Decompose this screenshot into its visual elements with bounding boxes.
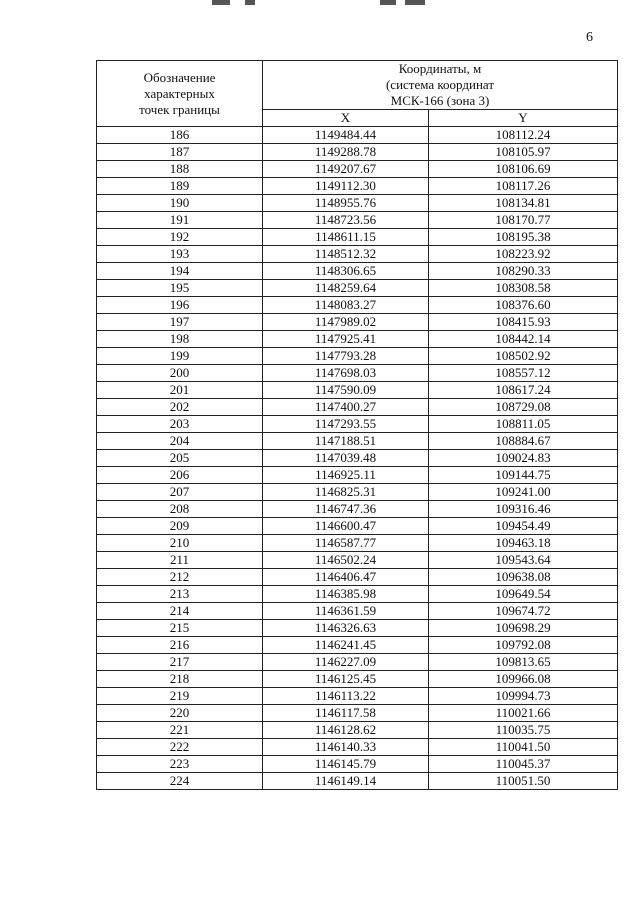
table-row xyxy=(97,433,618,450)
point-number-cell: 189 xyxy=(97,178,263,195)
x-coordinate-cell: 1146117.58 xyxy=(263,705,429,722)
x-coordinate-cell: 1146747.36 xyxy=(263,501,429,518)
table-row xyxy=(97,127,618,144)
y-coordinate-cell: 108195.38 xyxy=(429,229,618,246)
point-number-cell: 188 xyxy=(97,161,263,178)
table-row xyxy=(97,586,618,603)
point-number-cell: 191 xyxy=(97,212,263,229)
point-number-cell: 186 xyxy=(97,127,263,144)
scan-mark xyxy=(212,0,230,5)
y-coordinate-cell: 108170.77 xyxy=(429,212,618,229)
y-coordinate-cell: 108376.60 xyxy=(429,297,618,314)
x-coordinate-cell: 1146502.24 xyxy=(263,552,429,569)
table-row xyxy=(97,756,618,773)
table-row xyxy=(97,331,618,348)
y-coordinate-cell: 109813.65 xyxy=(429,654,618,671)
table-row xyxy=(97,263,618,280)
table-row xyxy=(97,195,618,212)
point-number-cell: 195 xyxy=(97,280,263,297)
point-number-cell: 211 xyxy=(97,552,263,569)
table-row xyxy=(97,603,618,620)
point-number-cell: 204 xyxy=(97,433,263,450)
table-row xyxy=(97,569,618,586)
header-y: Y xyxy=(429,110,618,127)
y-coordinate-cell: 110035.75 xyxy=(429,722,618,739)
x-coordinate-cell: 1146227.09 xyxy=(263,654,429,671)
header-coords-line: Координаты, м xyxy=(398,61,482,76)
y-coordinate-cell: 110021.66 xyxy=(429,705,618,722)
point-number-cell: 190 xyxy=(97,195,263,212)
y-coordinate-cell: 108106.69 xyxy=(429,161,618,178)
point-number-cell: 193 xyxy=(97,246,263,263)
x-coordinate-cell: 1146600.47 xyxy=(263,518,429,535)
y-coordinate-cell: 109674.72 xyxy=(429,603,618,620)
x-coordinate-cell: 1148611.15 xyxy=(263,229,429,246)
table-row xyxy=(97,688,618,705)
x-coordinate-cell: 1146326.63 xyxy=(263,620,429,637)
x-coordinate-cell: 1147293.55 xyxy=(263,416,429,433)
x-coordinate-cell: 1148955.76 xyxy=(263,195,429,212)
x-coordinate-cell: 1149207.67 xyxy=(263,161,429,178)
coordinates-table-body xyxy=(97,127,618,790)
y-coordinate-cell: 108415.93 xyxy=(429,314,618,331)
table-row xyxy=(97,365,618,382)
table-row xyxy=(97,382,618,399)
x-coordinate-cell: 1147400.27 xyxy=(263,399,429,416)
point-number-cell: 215 xyxy=(97,620,263,637)
table-row xyxy=(97,297,618,314)
point-number-cell: 203 xyxy=(97,416,263,433)
x-coordinate-cell: 1146113.22 xyxy=(263,688,429,705)
x-coordinate-cell: 1146825.31 xyxy=(263,484,429,501)
y-coordinate-cell: 108811.05 xyxy=(429,416,618,433)
header-point-line: характерных xyxy=(144,85,215,101)
table-row xyxy=(97,229,618,246)
point-number-cell: 205 xyxy=(97,450,263,467)
header-coordinates xyxy=(263,61,618,110)
y-coordinate-cell: 109543.64 xyxy=(429,552,618,569)
x-coordinate-cell: 1147793.28 xyxy=(263,348,429,365)
header-point-line: точек границы xyxy=(139,101,220,117)
y-coordinate-cell: 108112.24 xyxy=(429,127,618,144)
x-coordinate-cell: 1146145.79 xyxy=(263,756,429,773)
table-row xyxy=(97,450,618,467)
y-coordinate-cell: 108884.67 xyxy=(429,433,618,450)
y-coordinate-cell: 109463.18 xyxy=(429,535,618,552)
x-coordinate-cell: 1146925.11 xyxy=(263,467,429,484)
table-row xyxy=(97,518,618,535)
y-coordinate-cell: 110041.50 xyxy=(429,739,618,756)
y-coordinate-cell: 108105.97 xyxy=(429,144,618,161)
table-row xyxy=(97,416,618,433)
y-coordinate-cell: 108442.14 xyxy=(429,331,618,348)
x-coordinate-cell: 1148306.65 xyxy=(263,263,429,280)
point-number-cell: 223 xyxy=(97,756,263,773)
header-coords-line: МСК-166 (зона 3) xyxy=(390,93,490,108)
table-row xyxy=(97,501,618,518)
point-number-cell: 216 xyxy=(97,637,263,654)
x-coordinate-cell: 1146361.59 xyxy=(263,603,429,620)
point-number-cell: 218 xyxy=(97,671,263,688)
table-row xyxy=(97,739,618,756)
table-row xyxy=(97,161,618,178)
table-row xyxy=(97,671,618,688)
x-coordinate-cell: 1148512.32 xyxy=(263,246,429,263)
x-coordinate-cell: 1147590.09 xyxy=(263,382,429,399)
table-row xyxy=(97,178,618,195)
y-coordinate-cell: 109698.29 xyxy=(429,620,618,637)
x-coordinate-cell: 1149112.30 xyxy=(263,178,429,195)
table-row xyxy=(97,705,618,722)
table-row xyxy=(97,144,618,161)
x-coordinate-cell: 1147039.48 xyxy=(263,450,429,467)
y-coordinate-cell: 108557.12 xyxy=(429,365,618,382)
y-coordinate-cell: 108117.26 xyxy=(429,178,618,195)
point-number-cell: 202 xyxy=(97,399,263,416)
y-coordinate-cell: 108729.08 xyxy=(429,399,618,416)
x-coordinate-cell: 1148723.56 xyxy=(263,212,429,229)
x-coordinate-cell: 1147925.41 xyxy=(263,331,429,348)
point-number-cell: 210 xyxy=(97,535,263,552)
table-row xyxy=(97,535,618,552)
header-x: X xyxy=(263,110,429,127)
point-number-cell: 198 xyxy=(97,331,263,348)
point-number-cell: 192 xyxy=(97,229,263,246)
y-coordinate-cell: 109994.73 xyxy=(429,688,618,705)
point-number-cell: 187 xyxy=(97,144,263,161)
point-number-cell: 221 xyxy=(97,722,263,739)
x-coordinate-cell: 1146149.14 xyxy=(263,773,429,790)
x-coordinate-cell: 1147989.02 xyxy=(263,314,429,331)
x-coordinate-cell: 1147188.51 xyxy=(263,433,429,450)
point-number-cell: 197 xyxy=(97,314,263,331)
y-coordinate-cell: 110051.50 xyxy=(429,773,618,790)
table-row xyxy=(97,280,618,297)
x-coordinate-cell: 1146140.33 xyxy=(263,739,429,756)
header-coords-line: (система координат xyxy=(385,77,495,92)
y-coordinate-cell: 108308.58 xyxy=(429,280,618,297)
table-row xyxy=(97,348,618,365)
table-row xyxy=(97,620,618,637)
x-coordinate-cell: 1146128.62 xyxy=(263,722,429,739)
point-number-cell: 206 xyxy=(97,467,263,484)
scan-mark xyxy=(245,0,255,5)
point-number-cell: 224 xyxy=(97,773,263,790)
y-coordinate-cell: 108290.33 xyxy=(429,263,618,280)
x-coordinate-cell: 1147698.03 xyxy=(263,365,429,382)
point-number-cell: 220 xyxy=(97,705,263,722)
point-number-cell: 213 xyxy=(97,586,263,603)
y-coordinate-cell: 109649.54 xyxy=(429,586,618,603)
y-coordinate-cell: 110045.37 xyxy=(429,756,618,773)
table-row xyxy=(97,314,618,331)
table-row xyxy=(97,654,618,671)
point-number-cell: 196 xyxy=(97,297,263,314)
x-coordinate-cell: 1146241.45 xyxy=(263,637,429,654)
x-coordinate-cell: 1149288.78 xyxy=(263,144,429,161)
table-row xyxy=(97,722,618,739)
header-point-line: Обозначение xyxy=(143,69,216,85)
point-number-cell: 209 xyxy=(97,518,263,535)
y-coordinate-cell: 108617.24 xyxy=(429,382,618,399)
table-row xyxy=(97,467,618,484)
x-coordinate-cell: 1148259.64 xyxy=(263,280,429,297)
y-coordinate-cell: 109792.08 xyxy=(429,637,618,654)
y-coordinate-cell: 109241.00 xyxy=(429,484,618,501)
y-coordinate-cell: 109966.08 xyxy=(429,671,618,688)
point-number-cell: 194 xyxy=(97,263,263,280)
y-coordinate-cell: 108223.92 xyxy=(429,246,618,263)
table-row xyxy=(97,246,618,263)
scan-mark xyxy=(405,0,425,5)
y-coordinate-cell: 108134.81 xyxy=(429,195,618,212)
y-coordinate-cell: 109144.75 xyxy=(429,467,618,484)
table-row xyxy=(97,637,618,654)
table-row xyxy=(97,399,618,416)
table-row xyxy=(97,212,618,229)
point-number-cell: 200 xyxy=(97,365,263,382)
table-row xyxy=(97,484,618,501)
y-coordinate-cell: 108502.92 xyxy=(429,348,618,365)
x-coordinate-cell: 1149484.44 xyxy=(263,127,429,144)
point-number-cell: 222 xyxy=(97,739,263,756)
header-point-designation xyxy=(97,61,263,127)
y-coordinate-cell: 109454.49 xyxy=(429,518,618,535)
scan-mark xyxy=(380,0,396,5)
point-number-cell: 212 xyxy=(97,569,263,586)
x-coordinate-cell: 1148083.27 xyxy=(263,297,429,314)
point-number-cell: 214 xyxy=(97,603,263,620)
y-coordinate-cell: 109024.83 xyxy=(429,450,618,467)
point-number-cell: 201 xyxy=(97,382,263,399)
point-number-cell: 199 xyxy=(97,348,263,365)
coordinates-table xyxy=(96,60,618,790)
y-coordinate-cell: 109316.46 xyxy=(429,501,618,518)
x-coordinate-cell: 1146587.77 xyxy=(263,535,429,552)
table-row xyxy=(97,552,618,569)
x-coordinate-cell: 1146406.47 xyxy=(263,569,429,586)
y-coordinate-cell: 109638.08 xyxy=(429,569,618,586)
point-number-cell: 219 xyxy=(97,688,263,705)
x-coordinate-cell: 1146125.45 xyxy=(263,671,429,688)
point-number-cell: 207 xyxy=(97,484,263,501)
table-row xyxy=(97,773,618,790)
page-number: 6 xyxy=(586,30,593,45)
point-number-cell: 208 xyxy=(97,501,263,518)
point-number-cell: 217 xyxy=(97,654,263,671)
x-coordinate-cell: 1146385.98 xyxy=(263,586,429,603)
